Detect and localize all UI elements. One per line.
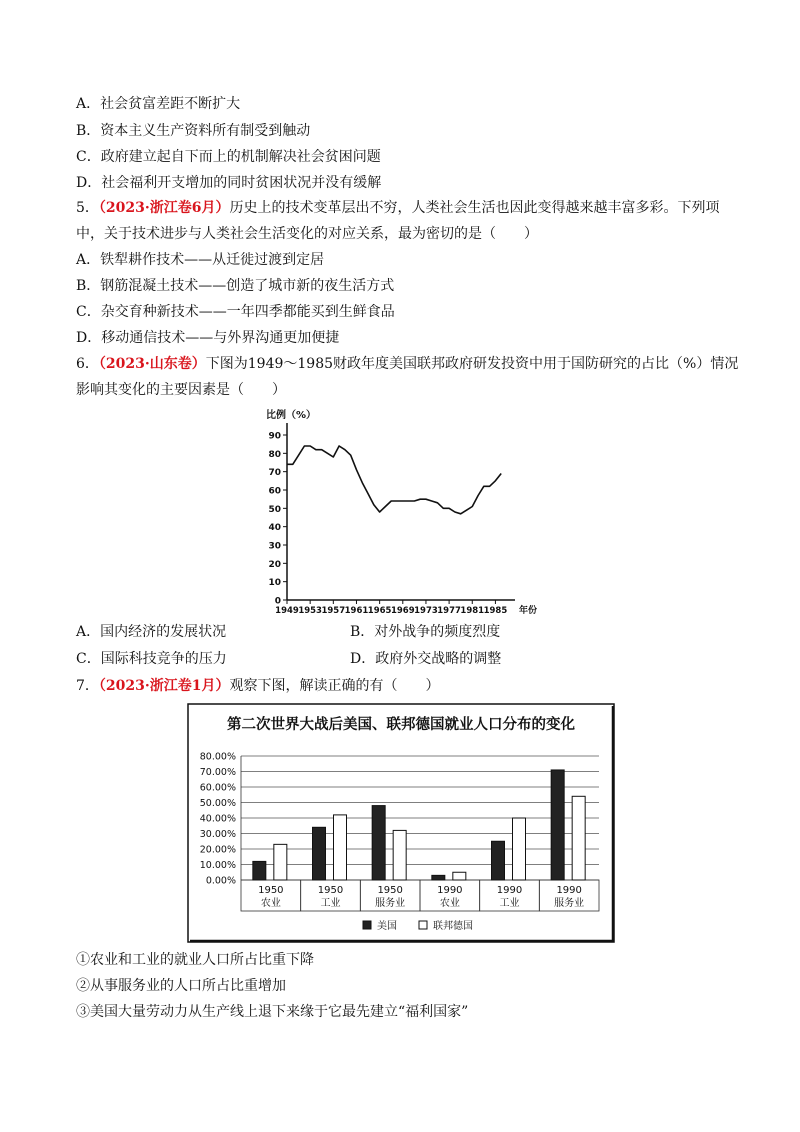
bar-west-germany — [393, 830, 406, 880]
x-tick-label: 1969 — [390, 606, 415, 616]
q5-stem-line1 — [76, 198, 720, 218]
y-tick-label: 10 — [268, 578, 281, 589]
y-tick-label: 60 — [268, 486, 281, 497]
category-sector-label: 服务业 — [554, 898, 585, 909]
bar-usa — [492, 841, 505, 880]
legend-swatch-usa — [363, 921, 371, 929]
x-tick-label: 1949 — [275, 606, 299, 616]
x-tick-label: 1961 — [344, 606, 369, 616]
q4-option-b: B．资本主义生产资料所有制受到触动 — [76, 123, 311, 139]
q6-stem-line2: 影响其变化的主要因素是（ ） — [76, 382, 286, 398]
defense-share-series-line — [287, 446, 501, 514]
bar-west-germany — [513, 818, 526, 880]
q5-stem-line2: 中，关于技术进步与人类社会生活变化的对应关系，最为密切的是（ ） — [76, 226, 538, 242]
y-tick-label: 70 — [268, 468, 281, 479]
y-axis-title: 比例（%） — [266, 410, 317, 421]
x-tick-label: 1953 — [298, 606, 322, 616]
y-tick-label: 0.00% — [205, 875, 236, 887]
bar-usa — [432, 875, 445, 880]
x-tick-label: 1965 — [367, 606, 392, 616]
category-year-label: 1990 — [496, 885, 523, 896]
y-tick-label: 50.00% — [199, 798, 236, 809]
q7-stem-text: 观察下图，解读正确的有（ ） — [229, 678, 440, 694]
bar-usa — [551, 770, 564, 880]
category-year-label: 1950 — [258, 885, 284, 896]
q5-option-a: A．铁犁耕作技术——从迁徙过渡到定居 — [76, 252, 325, 268]
q5-option-b: B．钢筋混凝土技术——创造了城市新的夜生活方式 — [76, 278, 395, 294]
q5-source: （2023·浙江卷6月） — [98, 200, 230, 216]
y-tick-label: 30.00% — [199, 829, 236, 840]
q6-stem-text: 下图为1949～1985财政年度美国联邦政府研发投资中用于国防研究的占比（%）情况 — [205, 356, 739, 372]
y-tick-label: 50 — [268, 504, 281, 515]
bar-west-germany — [572, 796, 585, 880]
bar-west-germany — [334, 815, 347, 880]
y-tick-label: 20 — [268, 559, 281, 570]
category-sector-label: 工业 — [499, 898, 520, 909]
bar-chart-svg — [187, 703, 615, 943]
q5-number: 5． — [76, 200, 99, 216]
q4-option-c: C．政府建立起自下而上的机制解决社会贫困问题 — [76, 149, 381, 165]
chart-title: 第二次世界大战后美国、联邦德国就业人口分布的变化 — [227, 717, 575, 733]
y-tick-label: 80 — [268, 449, 281, 460]
q7-statement-2: ②从事服务业的人口所占比重增加 — [76, 978, 286, 994]
bar-usa — [313, 827, 326, 880]
y-tick-label: 40 — [268, 523, 281, 534]
legend-label-west-germany: 联邦德国 — [433, 921, 473, 932]
y-tick-label: 40.00% — [199, 813, 236, 825]
bar-west-germany — [453, 872, 466, 880]
y-tick-label: 10.00% — [199, 860, 236, 871]
defense-rd-line-chart — [262, 405, 552, 621]
q6-option-a: A．国内经济的发展状况 — [76, 624, 227, 640]
q4-option-d: D．社会福利开支增加的同时贫困状况并没有缓解 — [76, 175, 382, 191]
q5-option-d: D．移动通信技术——与外界沟通更加便捷 — [76, 330, 340, 346]
q7-statement-3: ③美国大量劳动力从生产线上退下来缘于它最先建立“福利国家” — [76, 1004, 469, 1020]
line-chart-svg — [262, 405, 552, 617]
q7-number: 7． — [76, 678, 99, 694]
y-tick-label: 30 — [268, 541, 281, 552]
category-year-label: 1950 — [377, 885, 403, 896]
q7-source: （2023·浙江卷1月） — [98, 678, 230, 694]
q6-stem-line1 — [76, 354, 738, 374]
q5-stem-text: 历史上的技术变革层出不穷，人类社会生活也因此变得越来越丰富多彩。下列项 — [229, 200, 720, 216]
legend-label-usa: 美国 — [377, 921, 397, 932]
y-tick-label: 80.00% — [199, 751, 236, 763]
q5-option-c: C．杂交育种新技术——一年四季都能买到生鲜食品 — [76, 304, 395, 320]
y-tick-label: 60.00% — [199, 782, 236, 794]
q6-number: 6． — [76, 356, 99, 372]
bar-usa — [253, 861, 266, 880]
q6-source: （2023·山东卷） — [98, 356, 206, 372]
y-tick-label: 0 — [274, 596, 281, 607]
x-tick-label: 1985 — [483, 606, 508, 616]
y-tick-label: 90 — [268, 431, 281, 442]
category-sector-label: 工业 — [320, 898, 341, 909]
category-sector-label: 农业 — [260, 898, 281, 909]
q4-option-a: A．社会贫富差距不断扩大 — [76, 96, 241, 112]
category-sector-label: 农业 — [439, 898, 460, 909]
q7-statement-1: ①农业和工业的就业人口所占比重下降 — [76, 952, 314, 968]
category-sector-label: 服务业 — [375, 898, 406, 909]
x-tick-label: 1981 — [460, 606, 485, 616]
bar-usa — [372, 806, 385, 880]
category-year-label: 1990 — [437, 885, 463, 896]
y-tick-label: 20.00% — [199, 844, 236, 856]
category-year-label: 1950 — [317, 885, 344, 896]
q7-stem — [76, 676, 440, 696]
employment-bar-chart — [187, 703, 615, 947]
y-tick-label: 70.00% — [199, 767, 236, 778]
x-tick-label: 1977 — [437, 606, 461, 616]
x-tick-label: 1957 — [321, 606, 346, 616]
x-tick-label: 1973 — [414, 606, 438, 616]
q6-option-c: C．国际科技竞争的压力 — [76, 651, 227, 667]
q6-option-d: D．政府外交战略的调整 — [350, 651, 502, 667]
bar-west-germany — [274, 844, 287, 880]
category-year-label: 1990 — [556, 885, 582, 896]
q6-option-b: B．对外战争的频度烈度 — [350, 624, 501, 640]
x-axis-title: 年份 — [519, 606, 538, 616]
legend-swatch-west-germany — [419, 921, 427, 929]
